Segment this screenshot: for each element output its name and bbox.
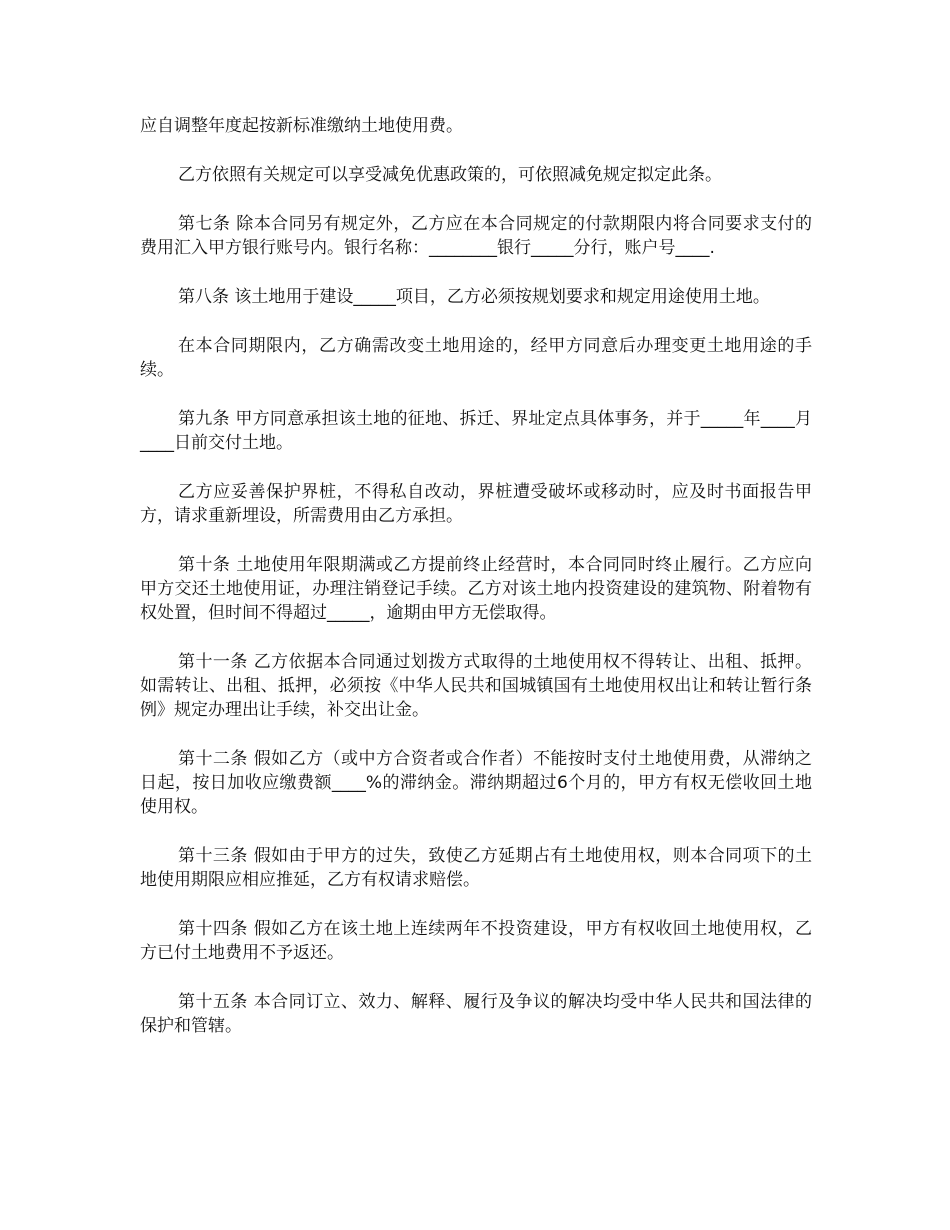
paragraph-reduction-policy: 乙方依照有关规定可以享受减免优惠政策的，可依照减免规定拟定此条。 bbox=[178, 165, 722, 185]
paragraph-article-14: 第十四条 假如乙方在该土地上连续两年不投资建设，甲方有权收回土地使用权，乙方已付土地费用不予返还。 bbox=[140, 919, 812, 963]
paragraph-fee-adjustment: 应自调整年度起按新标准缴纳土地使用费。 bbox=[140, 116, 463, 136]
document-body bbox=[140, 114, 812, 1063]
paragraph-article-12: 第十二条 假如乙方（或中方合资者或合作者）不能按时支付土地使用费，从滞纳之日起，按日加收应缴费额____%的滞纳金。滞纳期超过6个月的，甲方有权无偿收回土地使用权。 bbox=[140, 749, 812, 817]
paragraph-article-11: 第十一条 乙方依据本合同通过划拨方式取得的土地使用权不得转让、出租、抵押。如需转让、出租、抵押，必须按《中华人民共和国城镇国有土地使用权出让和转让暂行条例》规定办理出让手续，补交出让金。 bbox=[140, 652, 812, 720]
paragraph-boundary-stakes: 乙方应妥善保护界桩，不得私自改动，界桩遭受破坏或移动时，应及时书面报告甲方，请求重新埋设，所需费用由乙方承担。 bbox=[140, 482, 812, 526]
paragraph-article-9: 第九条 甲方同意承担该土地的征地、拆迁、界址定点具体事务，并于_____年____月____日前交付土地。 bbox=[140, 409, 812, 453]
paragraph-article-7: 第七条 除本合同另有规定外，乙方应在本合同规定的付款期限内将合同要求支付的费用汇入甲方银行账号内。银行名称：________银行_____分行，账户号____. bbox=[140, 214, 812, 258]
paragraph-article-8: 第八条 该土地用于建设_____项目，乙方必须按规划要求和规定用途使用土地。 bbox=[178, 287, 770, 307]
paragraph-article-10: 第十条 土地使用年限期满或乙方提前终止经营时，本合同同时终止履行。乙方应向甲方交还土地使用证，办理注销登记手续。乙方对该土地内投资建设的建筑物、附着物有权处置，但时间不得超过_____，逾期由甲方无偿取得。 bbox=[140, 555, 812, 623]
paragraph-article-13: 第十三条 假如由于甲方的过失，致使乙方延期占有土地使用权，则本合同项下的土地使用期限应相应推延，乙方有权请求赔偿。 bbox=[140, 846, 812, 890]
paragraph-land-use-change: 在本合同期限内，乙方确需改变土地用途的，经甲方同意后办理变更土地用途的手续。 bbox=[140, 336, 812, 380]
paragraph-article-15: 第十五条 本合同订立、效力、解释、履行及争议的解决均受中华人民共和国法律的保护和管辖。 bbox=[140, 992, 812, 1036]
